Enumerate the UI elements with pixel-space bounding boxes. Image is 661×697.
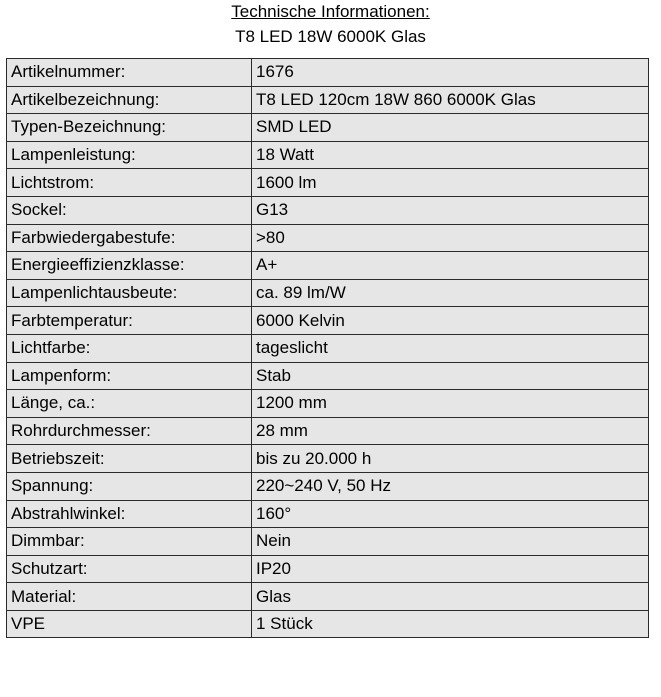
spec-value: 1200 mm [252, 390, 649, 418]
table-row [7, 141, 649, 169]
spec-table [6, 58, 649, 638]
spec-value: SMD LED [252, 114, 649, 142]
spec-value: ca. 89 lm/W [252, 279, 649, 307]
spec-value: 6000 Kelvin [252, 307, 649, 335]
spec-label: Farbtemperatur: [7, 307, 252, 335]
spec-value: 220~240 V, 50 Hz [252, 472, 649, 500]
table-row [7, 307, 649, 335]
spec-label: Spannung: [7, 472, 252, 500]
table-row [7, 583, 649, 611]
spec-value: tageslicht [252, 334, 649, 362]
table-row [7, 472, 649, 500]
spec-value: Stab [252, 362, 649, 390]
spec-label: Lampenlichtausbeute: [7, 279, 252, 307]
spec-value: 28 mm [252, 417, 649, 445]
spec-label: Energieeffizienzklasse: [7, 252, 252, 280]
spec-label: Typen-Bezeichnung: [7, 114, 252, 142]
spec-label: VPE [7, 610, 252, 638]
table-row [7, 334, 649, 362]
spec-value: IP20 [252, 555, 649, 583]
spec-value: 1600 lm [252, 169, 649, 197]
spec-label: Abstrahlwinkel: [7, 500, 252, 528]
spec-value: T8 LED 120cm 18W 860 6000K Glas [252, 86, 649, 114]
spec-label: Betriebszeit: [7, 445, 252, 473]
spec-value: >80 [252, 224, 649, 252]
table-row [7, 252, 649, 280]
spec-value: A+ [252, 252, 649, 280]
table-row [7, 417, 649, 445]
table-row [7, 610, 649, 638]
table-row [7, 86, 649, 114]
table-row [7, 555, 649, 583]
table-row [7, 362, 649, 390]
spec-label: Länge, ca.: [7, 390, 252, 418]
table-row [7, 169, 649, 197]
table-row [7, 59, 649, 87]
spec-value: 18 Watt [252, 141, 649, 169]
table-row [7, 445, 649, 473]
table-row [7, 196, 649, 224]
table-row [7, 279, 649, 307]
table-row [7, 390, 649, 418]
spec-label: Artikelbezeichnung: [7, 86, 252, 114]
spec-value: 1 Stück [252, 610, 649, 638]
spec-label: Lichtstrom: [7, 169, 252, 197]
spec-label: Rohrdurchmesser: [7, 417, 252, 445]
spec-label: Lampenform: [7, 362, 252, 390]
table-row [7, 500, 649, 528]
table-row [7, 528, 649, 556]
spec-value: Nein [252, 528, 649, 556]
spec-label: Dimmbar: [7, 528, 252, 556]
spec-label: Lampenleistung: [7, 141, 252, 169]
spec-label: Lichtfarbe: [7, 334, 252, 362]
table-row [7, 224, 649, 252]
spec-value: 160° [252, 500, 649, 528]
spec-label: Material: [7, 583, 252, 611]
spec-label: Schutzart: [7, 555, 252, 583]
table-row [7, 114, 649, 142]
spec-label: Sockel: [7, 196, 252, 224]
spec-value: G13 [252, 196, 649, 224]
spec-value: Glas [252, 583, 649, 611]
product-subtitle: T8 LED 18W 6000K Glas [235, 27, 426, 46]
spec-value: 1676 [252, 59, 649, 87]
spec-value: bis zu 20.000 h [252, 445, 649, 473]
spec-label: Artikelnummer: [7, 59, 252, 87]
spec-label: Farbwiedergabestufe: [7, 224, 252, 252]
page-title: Technische Informationen: [231, 2, 430, 21]
